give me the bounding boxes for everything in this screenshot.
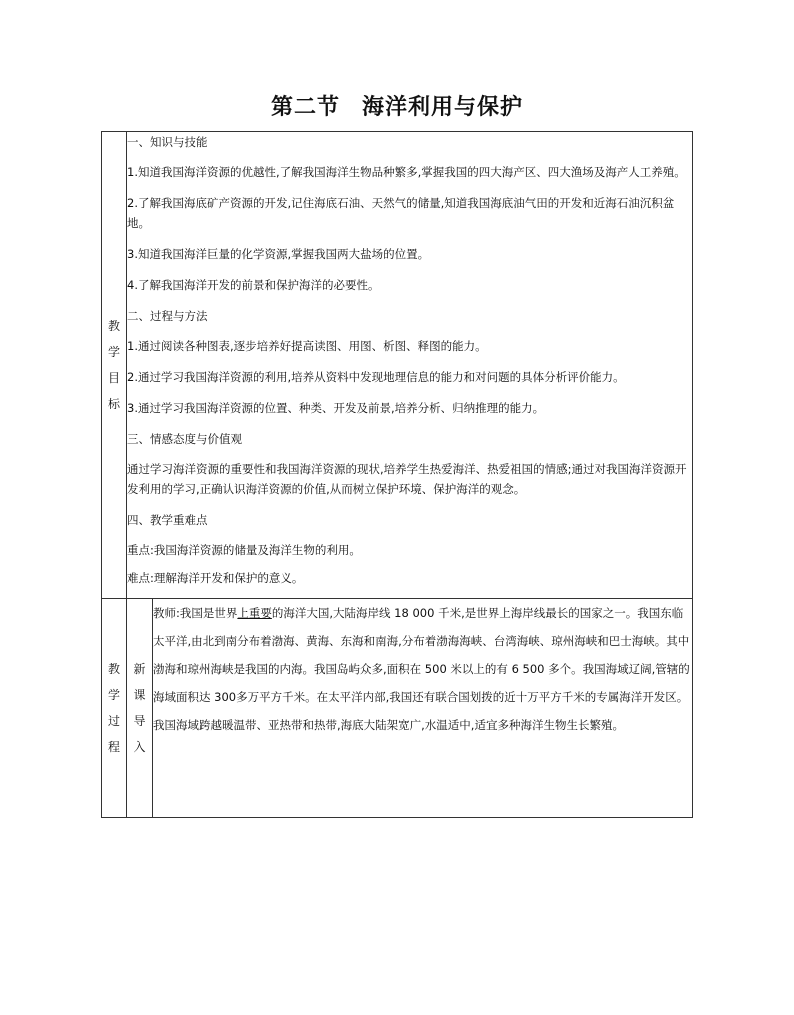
page-title xyxy=(0,90,794,121)
objectives-label: 教 学 目 标 xyxy=(102,132,127,599)
objective-item: 1.通过阅读各种图表,逐步培养好提高读图、用图、析图、释图的能力。 xyxy=(127,339,487,353)
objective-item: 3.知道我国海洋巨量的化学资源,掌握我国两大盐场的位置。 xyxy=(127,247,430,261)
objective-item: 1.知道我国海洋资源的优越性,了解我国海洋生物品种繁多,掌握我国的四大海产区、四大渔场及海产人工养殖。 xyxy=(127,165,686,179)
objective-item: 2.了解我国海底矿产资源的开发,记住海底石油、天然气的储量,知道我国海底油气田的开发和近海石油沉积盆地。 xyxy=(127,196,675,230)
title-topic: 海洋利用与保护 xyxy=(362,95,524,120)
section-heading: 二、过程与方法 xyxy=(127,309,208,323)
key-point: 重点:我国海洋资源的储量及海洋生物的利用。 xyxy=(127,543,361,557)
lesson-plan-table xyxy=(101,131,693,818)
objective-item: 2.通过学习我国海洋资源的利用,培养从资料中发现地理信息的能力和对问题的具体分析评价能力。 xyxy=(127,370,625,384)
section-heading: 四、教学重难点 xyxy=(127,513,208,527)
intro-content: 教师:我国是世界上重要的海洋大国,大陆海岸线 18 000 千米,是世界上海岸线最长的国家之一。我国东临太平洋,由北到南分布着渤海、黄海、东海和南海,分布着渤海海峡、台湾海峡、琼州海峡和巴士海峡。其中渤海和琼州海峡是我国的内海。我国岛屿众多,面积在 500 米以上的有 6 500 多个。我国海域辽阔,管辖的海域面积达 300多万平方千米。在太平洋内部,我国还有联合国划拨的近十万平方千米的专属海洋开发区。我国海域跨越暖温带、亚热带和热带,海底大陆架宽广,水温适中,适宜多种海洋生物生长繁殖。 xyxy=(153,599,693,818)
objective-item: 4.了解我国海洋开发的前景和保护海洋的必要性。 xyxy=(127,278,380,292)
difficult-point: 难点:理解海洋开发和保护的意义。 xyxy=(127,571,304,585)
title-section: 第二节 xyxy=(270,95,340,120)
objective-item: 通过学习海洋资源的重要性和我国海洋资源的现状,培养学生热爱海洋、热爱祖国的情感;通过对我国海洋资源开发利用的学习,正确认识海洋资源的价值,从而树立保护环境、保护海洋的观念。 xyxy=(127,462,687,496)
intro-sublabel: 新 课 导 入 xyxy=(127,599,153,818)
objectives-content xyxy=(127,132,693,599)
objectives-row xyxy=(102,132,693,599)
process-row xyxy=(102,599,693,818)
section-heading: 一、知识与技能 xyxy=(127,135,208,149)
objective-item: 3.通过学习我国海洋资源的位置、种类、开发及前景,培养分析、归纳推理的能力。 xyxy=(127,401,545,415)
process-label: 教 学 过 程 xyxy=(102,599,127,818)
section-heading: 三、情感态度与价值观 xyxy=(127,432,242,446)
underlined-text: 上重要 xyxy=(237,606,272,620)
